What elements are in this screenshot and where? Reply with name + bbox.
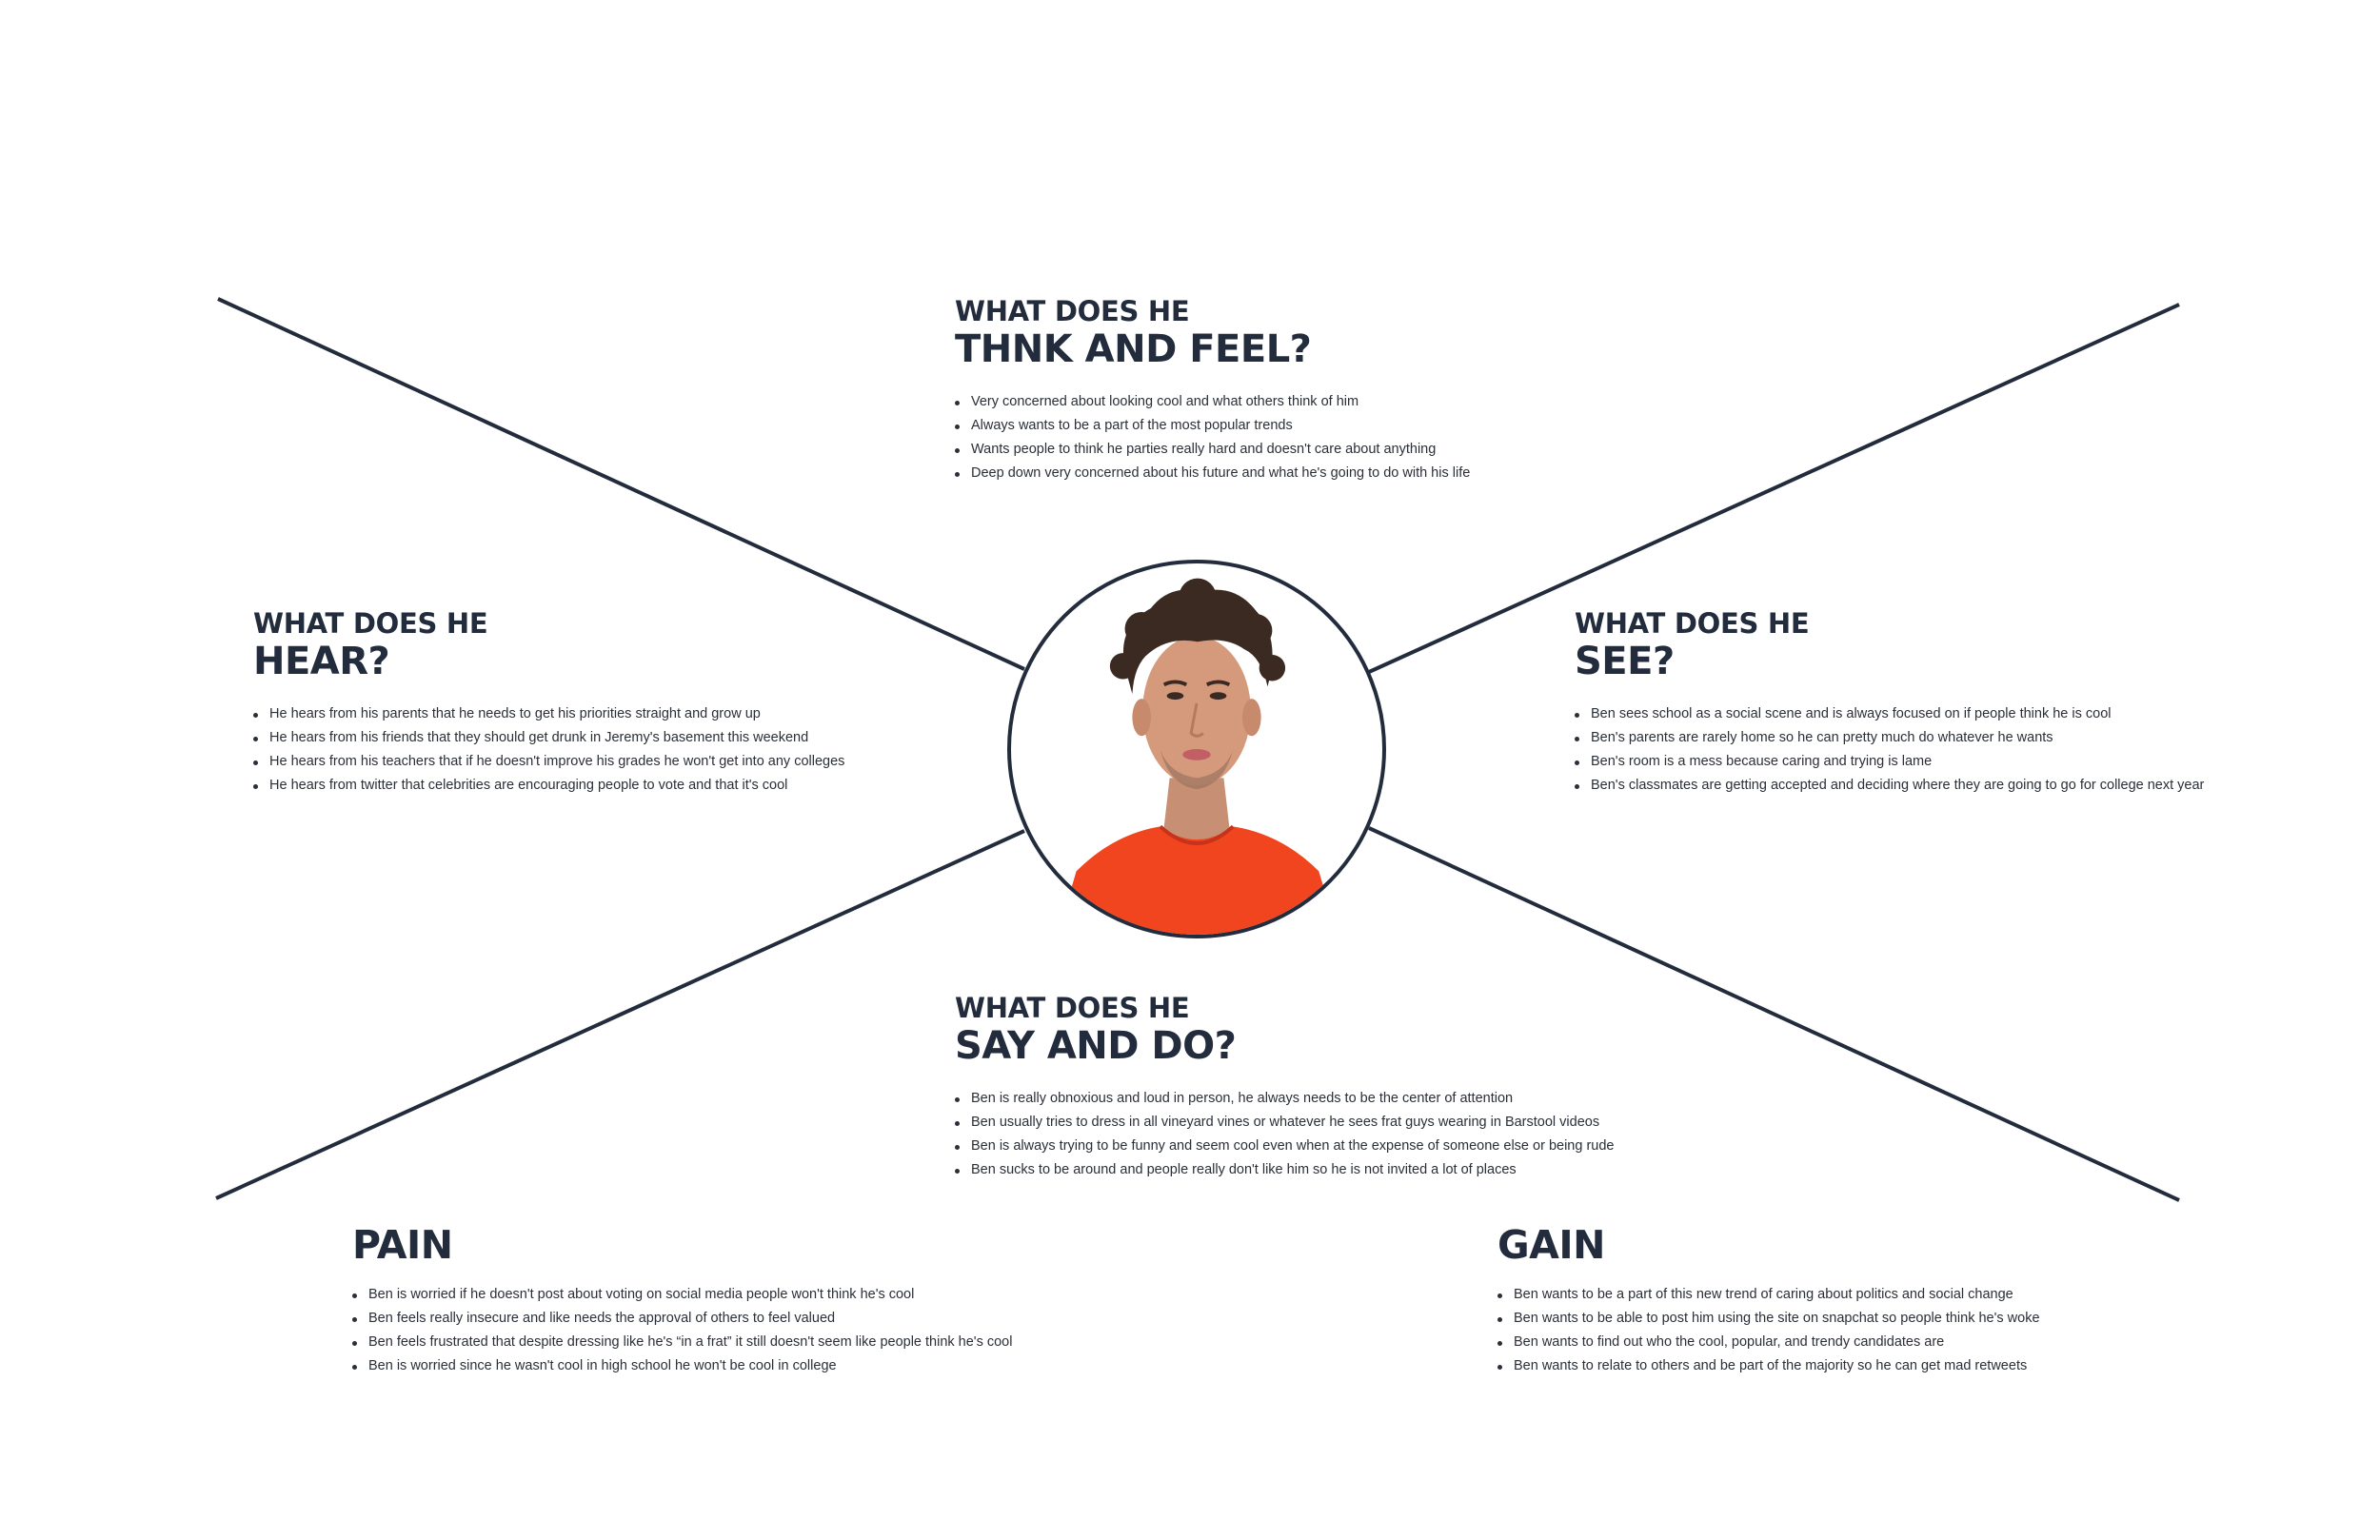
list-item: Wants people to think he parties really hard and doesn't care about anything <box>955 438 1470 462</box>
list-item: Ben sucks to be around and people really don't like him so he is not invited a lot of places <box>955 1158 1614 1182</box>
hear-kicker: WHAT DOES HE <box>253 607 488 640</box>
list-item: Deep down very concerned about his future and what he's going to do with his life <box>955 462 1470 485</box>
think-feel-heading: THNK AND FEEL? <box>955 327 1312 371</box>
list-item: He hears from his teachers that if he doesn't improve his grades he won't get into any colleges <box>253 750 844 774</box>
list-item: Ben is always trying to be funny and seem cool even when at the expense of someone else or being rude <box>955 1135 1614 1158</box>
say-do-list <box>955 1087 1614 1182</box>
list-item: Ben's parents are rarely home so he can pretty much do whatever he wants <box>1575 726 2204 750</box>
say-do-section <box>955 992 1614 1182</box>
think-feel-section <box>955 295 1470 485</box>
see-kicker: WHAT DOES HE <box>1575 607 1810 640</box>
think-feel-kicker: WHAT DOES HE <box>955 295 1190 327</box>
list-item: Ben wants to be able to post him using the site on snapchat so people think he's woke <box>1497 1307 2040 1331</box>
list-item: Ben is worried since he wasn't cool in high school he won't be cool in college <box>352 1354 1012 1378</box>
hear-section <box>253 607 844 798</box>
see-section <box>1575 607 2204 798</box>
pain-section <box>352 1222 1012 1378</box>
gain-list <box>1497 1283 2040 1378</box>
list-item: Ben is worried if he doesn't post about voting on social media people won't think he's cool <box>352 1283 1012 1307</box>
list-item: Ben's classmates are getting accepted and deciding where they are going to go for college next year <box>1575 774 2204 798</box>
list-item: Ben's room is a mess because caring and trying is lame <box>1575 750 2204 774</box>
pain-heading: PAIN <box>352 1222 453 1268</box>
list-item: Ben sees school as a social scene and is always focused on if people think he is cool <box>1575 702 2204 726</box>
list-item: Ben wants to find out who the cool, popular, and trendy candidates are <box>1497 1331 2040 1354</box>
hear-list <box>253 702 844 798</box>
list-item: Ben is really obnoxious and loud in person, he always needs to be the center of attention <box>955 1087 1614 1111</box>
list-item: Ben feels frustrated that despite dressing like he's “in a frat” it still doesn't seem like people think he's cool <box>352 1331 1012 1354</box>
list-item: Ben feels really insecure and like needs the approval of others to feel valued <box>352 1307 1012 1331</box>
see-heading: SEE? <box>1575 640 1675 683</box>
avatar <box>1007 560 1386 938</box>
pain-list <box>352 1283 1012 1378</box>
list-item: Very concerned about looking cool and what others think of him <box>955 390 1470 414</box>
list-item: Always wants to be a part of the most popular trends <box>955 414 1470 438</box>
gain-section <box>1497 1222 2040 1378</box>
say-do-kicker: WHAT DOES HE <box>955 992 1190 1024</box>
person-portrait-icon <box>1011 563 1382 935</box>
list-item: Ben usually tries to dress in all vineyard vines or whatever he sees frat guys wearing in Barstool videos <box>955 1111 1614 1135</box>
list-item: He hears from twitter that celebrities are encouraging people to vote and that it's cool <box>253 774 844 798</box>
list-item: Ben wants to be a part of this new trend of caring about politics and social change <box>1497 1283 2040 1307</box>
list-item: Ben wants to relate to others and be part of the majority so he can get mad retweets <box>1497 1354 2040 1378</box>
say-do-heading: SAY AND DO? <box>955 1024 1237 1068</box>
see-list <box>1575 702 2204 798</box>
line-bottom-left <box>216 831 1024 1198</box>
gain-heading: GAIN <box>1497 1222 1605 1268</box>
list-item: He hears from his friends that they should get drunk in Jeremy's basement this weekend <box>253 726 844 750</box>
list-item: He hears from his parents that he needs to get his priorities straight and grow up <box>253 702 844 726</box>
hear-heading: HEAR? <box>253 640 390 683</box>
think-feel-list <box>955 390 1470 485</box>
